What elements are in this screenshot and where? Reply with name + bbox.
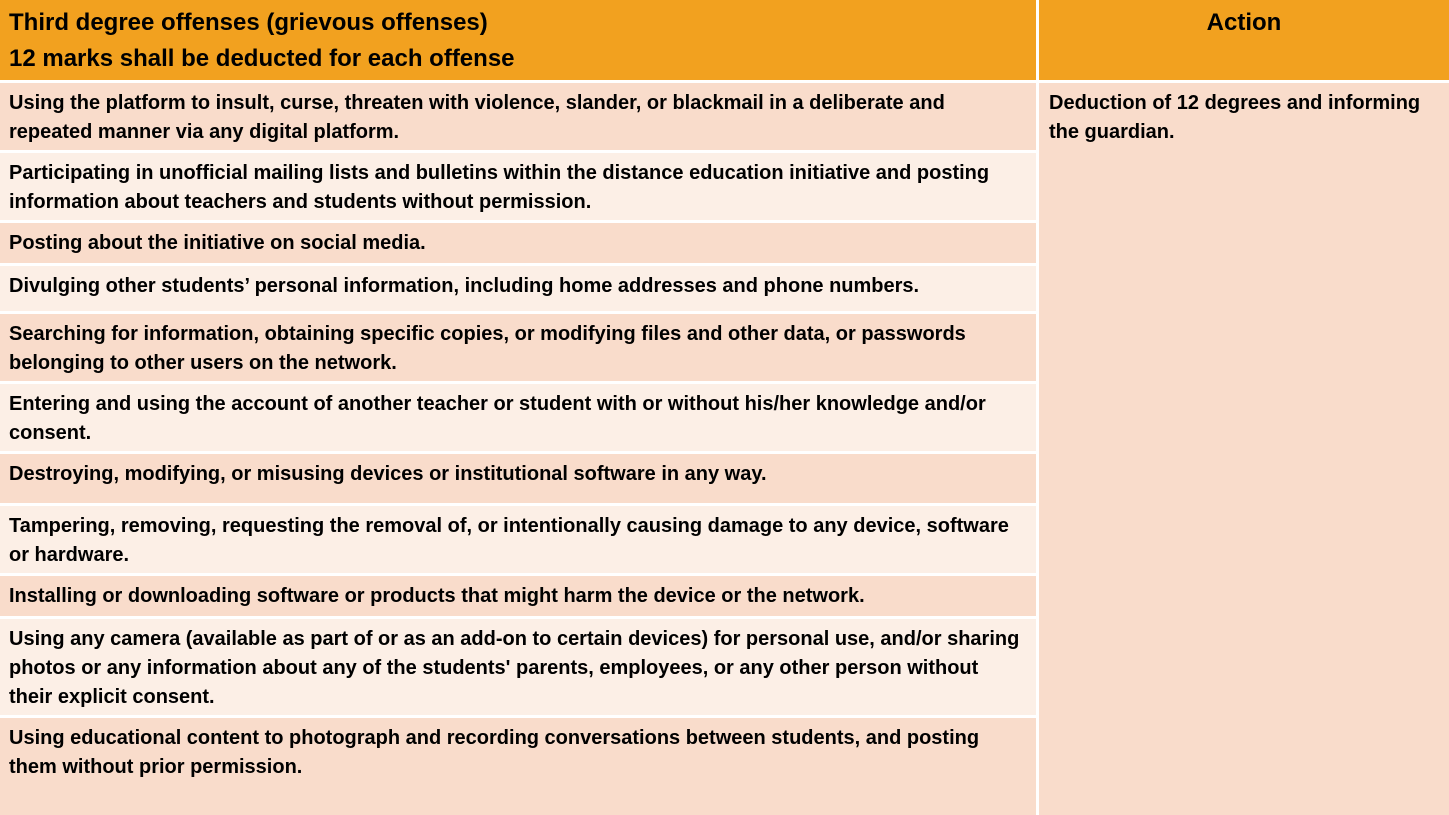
- action-text: Deduction of 12 degrees and informing the guardian.: [1049, 92, 1421, 143]
- offense-row: [0, 619, 1036, 715]
- offense-text: Posting about the initiative on social media.: [9, 232, 426, 254]
- offense-row: [0, 266, 1036, 311]
- offense-row: [0, 576, 1036, 616]
- offense-text: Installing or downloading software or products that might harm the device or the network.: [9, 585, 865, 607]
- offense-row: [0, 223, 1036, 263]
- offense-text: Divulging other students’ personal information, including home addresses and phone numbers.: [9, 275, 920, 297]
- offense-row: [0, 314, 1036, 381]
- offense-text: Using educational content to photograph and recording conversations between students, and posting them without prior permission.: [9, 727, 980, 778]
- offense-text: Destroying, modifying, or misusing devices or institutional software in any way.: [9, 463, 767, 485]
- action-cell: [1039, 83, 1449, 815]
- offense-text: Using any camera (available as part of or as an add-on to certain devices) for personal use, and/or sharing photos or any information about any of the students' parents, employees, or any other person without their explicit consent.: [9, 628, 1020, 708]
- action-header-label: Action: [1206, 9, 1282, 36]
- offense-row: [0, 153, 1036, 220]
- offense-text: Using the platform to insult, curse, threaten with violence, slander, or blackmail in a deliberate and repeated manner via any digital platform.: [9, 92, 945, 143]
- offense-text: Entering and using the account of another teacher or student with or without his/her knowledge and/or consent.: [9, 393, 986, 444]
- header-title: Third degree offenses (grievous offenses): [9, 9, 488, 36]
- offense-row: [0, 384, 1036, 451]
- action-header: [1039, 0, 1449, 80]
- offenses-header: [0, 0, 1036, 80]
- offense-text: Tampering, removing, requesting the removal of, or intentionally causing damage to any device, software or hardware.: [9, 515, 1009, 566]
- offense-row: [0, 506, 1036, 573]
- offense-row: [0, 83, 1036, 150]
- offense-row: [0, 718, 1036, 815]
- header-subtitle: 12 marks shall be deducted for each offense: [9, 45, 515, 72]
- offense-row: [0, 454, 1036, 503]
- offense-text: Participating in unofficial mailing lists and bulletins within the distance education initiative and posting information about teachers and students without permission.: [9, 162, 990, 213]
- offense-text: Searching for information, obtaining specific copies, or modifying files and other data, or passwords belonging to other users on the network.: [9, 323, 966, 374]
